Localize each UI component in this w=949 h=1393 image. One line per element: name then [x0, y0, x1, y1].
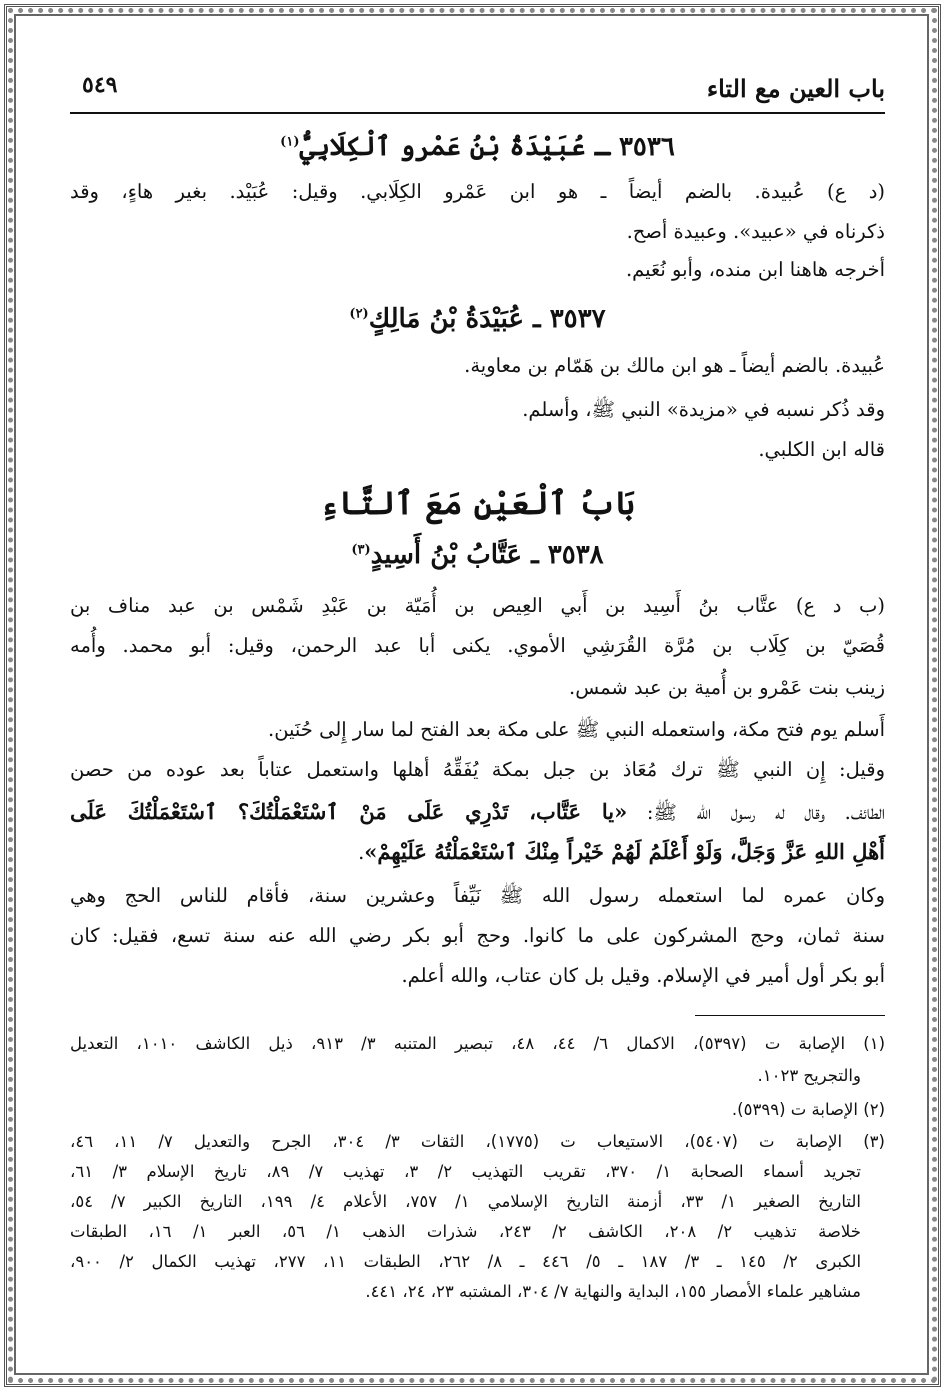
body-line: زينب بنت عَمْرو بن أُمية بن عبد شمس.: [569, 676, 885, 699]
footnote-line: تجريد أسماء الصحابة ١/ ٣٧٠، تقريب التهذيب ٢/ ٣، تهذيب ٧/ ٨٩، تاريخ الإسلام ٣/ ٦١،: [70, 1162, 861, 1181]
body-line: وقد ذُكر نسبه في «مزيدة» النبي ﷺ، وأسلم.: [522, 398, 885, 421]
footnote-ref: (١): [280, 134, 300, 150]
entry-heading-text: ٣٥٣٦ ـ عُبَيْدَةُ بْنُ عَمْرو ٱلْكِلَابِيُّ: [299, 132, 675, 162]
entry-heading-3536: [70, 132, 885, 162]
page-content: [70, 60, 885, 1340]
body-line: أبو بكر أول أمير في الإسلام. وقيل بل كان عتاب، والله أعلم.: [401, 964, 885, 987]
footnote-line: مشاهير علماء الأمصار ١٥٥، البداية والنهاية ٧/ ٣٠٤، المشتبه ٢٣، ٢٤، ٤٤١.: [365, 1282, 861, 1301]
entry-heading-text: ٣٥٣٧ ـ عُبَيْدَةُ بْنُ مَالِكٍ: [368, 304, 606, 334]
footnote-line: (١) الإصابة ت (٥٣٩٧)، الاكمال ٦/ ٤٤، ٤٨، تبصير المتنبه ٣/ ٩١٣، ذيل الكاشف ١٠١٠، التعديل: [70, 1034, 885, 1053]
body-line: عُبيدة. بالضم أيضاً ـ هو ابن مالك بن هَمّام بن معاوية.: [464, 354, 885, 377]
entry-heading-3537: [70, 304, 885, 334]
hadith-quote: أَهْلِ اللهِ عَزَّ وَجَلَّ، وَلَوْ أَعْلَمُ لَهُمْ خَيْراً مِنْكَ ٱسْتَعْمَلْتُهُ عَلَيْهِمْ»: [364, 839, 885, 864]
entry-heading-3538: [70, 540, 885, 570]
footnote-line: التاريخ الصغير ١/ ٣٣، أزمنة التاريخ الإسلامي ١/ ٧٥٧، الأعلام ٤/ ١٩٩، التاريخ الكبير ٧/ ٥٤،: [70, 1192, 861, 1211]
footnote-line: والتجريح ١٠٢٣.: [757, 1066, 861, 1085]
page-number: ٥٤٩: [82, 72, 118, 98]
hadith-quote: «يا عَتَّاب، تَدْرِي عَلَى مَنْ ٱسْتَعْمَلْتُكَ؟ ٱسْتَعْمَلْتُكَ عَلَى: [70, 799, 628, 824]
body-line: قُصَيّ بن كِلَاب بن مُرَّة القُرَشِي الأموي. يكنى أبا عبد الرحمن، وقيل: أبو محمد. وأُمه: [70, 634, 885, 657]
body-line: سنة ثمان، وحج المشركون على ما كانوا. وحج أبو بكر رضي الله عنه سنة تسع، فقيل: كان: [70, 924, 885, 947]
footnote-line: (٣) الإصابة ت (٥٤٠٧)، الاستيعاب ت (١٧٧٥)، الثقات ٣/ ٣٠٤، الجرح والتعديل ٧/ ١١، ٤٦،: [70, 1132, 885, 1151]
body-line: وكان عمره لما استعمله رسول الله ﷺ نَيِّفاً وعشرين سنة، فأقام للناس الحج وهي: [70, 884, 885, 907]
page-header: [70, 72, 885, 108]
footnote-line: (٢) الإصابة ت (٥٣٩٩).: [731, 1100, 885, 1119]
body-line: قاله ابن الكلبي.: [758, 438, 885, 461]
body-line-quote: [70, 836, 885, 869]
body-line: أخرجه هاهنا ابن منده، وأبو نُعَيم.: [625, 258, 885, 281]
chapter-title: بَابُ ٱلْعَيْنِ مَعَ ٱلتَّاءِ: [320, 484, 635, 522]
body-text: .: [358, 841, 365, 864]
body-line-quote: [70, 796, 885, 829]
body-line: ذكرناه في «عبيد». وعبيدة أصح.: [626, 220, 885, 243]
body-line: أَسلم يوم فتح مكة، واستعمله النبي ﷺ على مكة بعد الفتح لما سار إِلى حُنَين.: [268, 718, 885, 741]
entry-heading-text: ٣٥٣٨ ـ عَتَّابُ بْنُ أَسِيدٍ: [370, 540, 604, 570]
body-line: وقيل: إِن النبي ﷺ ترك مُعَاذ بن جبل بمكة يُفَقِّهُ أهلها واستعمل عتاباً بعد عوده من حصن: [70, 758, 885, 781]
footnote-ref: (٣): [351, 542, 371, 558]
body-text: الطائف. وقال له رسول الله ﷺ:: [627, 801, 885, 824]
running-title: باب العين مع التاء: [706, 74, 885, 103]
footnote-rule: [695, 1015, 885, 1016]
footnote-ref: (٢): [349, 306, 369, 322]
footnote-line: الكبرى ٢/ ١٤٥ ـ ٣/ ١٨٧ ـ ٥/ ٤٤٦ ـ ٨/ ٢٦٢، الطبقات ١١، ٢٧٧، تهذيب الكمال ٢/ ٩٠٠،: [70, 1252, 862, 1271]
body-line: (د ع) عُبيدة. بالضم أيضاً ـ هو ابن عَمْرو الكِلَابي. وقيل: عُبَيْد. بغير هاءٍ، وقد: [70, 180, 885, 203]
body-line: (ب د ع) عتَّاب بنُ أَسِيد بن أَبي العِيص بن أُمَيّة بن عَبْدِ شَمْس بن عبد مناف بن: [70, 594, 885, 617]
header-rule: [70, 112, 885, 114]
footnote-line: خلاصة تذهيب ٢/ ٢٠٨، الكاشف ٢/ ٢٤٣، شذرات الذهب ١/ ٥٦، العبر ١/ ١٦، الطبقات: [70, 1222, 861, 1241]
